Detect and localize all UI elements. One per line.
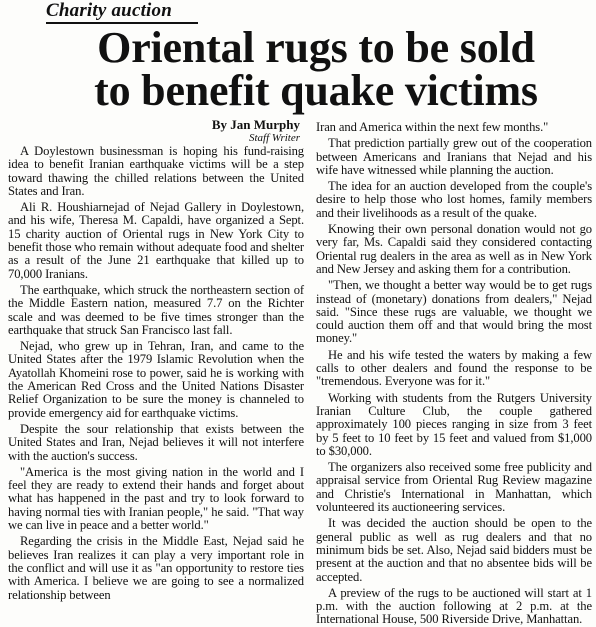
- paragraph: He and his wife tested the waters by making a few calls to other dealers and found the response to be "tremendous. Everyone was for it.": [316, 347, 592, 389]
- byline-name: By Jan Murphy: [211, 117, 300, 132]
- article-column-left: [8, 144, 304, 602]
- byline-role: Staff Writer: [248, 132, 300, 144]
- paragraph: Despite the sour relationship that exists between the United States and Iran, Nejad believes it will not interfere with the auction's success.: [8, 421, 304, 463]
- paragraph: A Doylestown businessman is hoping his fund-raising idea to benefit Iranian earthquake victims will be a step toward thawing the chilled relations between the United States and Iran.: [8, 144, 304, 198]
- paragraph-continued: Iran and America within the next few months.": [316, 120, 549, 134]
- paragraph: "America is the most giving nation in the world and I feel they are ready to extend their hands and forget about what has happened in the past and try to look forward to having normal ties with Iranian people," he said. "That way we can live in peace and a better world.": [8, 464, 304, 533]
- headline: [46, 23, 586, 115]
- paragraph: Knowing their own personal donation would not go very far, Ms. Capaldi said they considered contacting Oriental rug dealers in the area as well as in New York and New Jersey and asking them for a contribution.: [316, 222, 592, 276]
- paragraph: Ali R. Houshiarnejad of Nejad Gallery in Doylestown, and his wife, Theresa M. Capaldi, have organized a Sept. 15 charity auction of Oriental rugs in New York City to benefit those who remain without adequate food and shelter as a result of the June 21 earthquake that killed up to 70,000 Iranians.: [8, 200, 304, 281]
- paragraph: The earthquake, which struck the northeastern section of the Middle Eastern nation, measured 7.7 on the Richter scale and was deemed to be five times stronger than the earthquake that struck San Francisco last fall.: [8, 282, 304, 337]
- headline-line-1: Oriental rugs to be sold: [97, 23, 535, 72]
- paragraph: The organizers also received some free publicity and appraisal service from Oriental Rug Review magazine and Christie's International in Manhattan, which volunteered its auctioneering services.: [316, 460, 592, 515]
- paragraph: Regarding the crisis in the Middle East, Nejad said he believes Iran realizes it can play a very important role in the conflict and will use it as "an opportunity to restore ties with America. I believe we are going to see a normalized relationship between: [8, 534, 304, 602]
- byline: [168, 118, 300, 144]
- headline-line-2: to benefit quake victims: [94, 66, 538, 115]
- section-kicker: Charity auction: [46, 0, 172, 21]
- article-column-right: [316, 120, 592, 627]
- paragraph: The idea for an auction developed from the couple's desire to help those who lost homes, family members and their livelihoods as a result of the quake.: [316, 179, 592, 220]
- paragraph: "Then, we thought a better way would be to get rugs instead of (monetary) donations from dealers," Nejad said. "Since these rugs are valuable, we thought we could auction them off and that would bring the most money.": [316, 278, 592, 346]
- paragraph: Nejad, who grew up in Tehran, Iran, and came to the United States after the 1979 Islamic Revolution when the Ayatollah Khomeini rose to power, said he is working with the American Red Cross and the United Nations Disaster Relief Organization to be sure the money is channeled to provide emergency aid for earthquake victims.: [8, 339, 304, 420]
- paragraph: A preview of the rugs to be auctioned will start at 1 p.m. with the auction following at 2 p.m. at the International House, 500 Riverside Drive, Manhattan.: [316, 585, 592, 627]
- paragraph: Working with students from the Rutgers University Iranian Culture Club, the couple gathered approximately 100 pieces ranging in size from 3 feet by 5 feet to 10 feet by 15 feet and valued from $1,000 to $30,000.: [316, 390, 592, 458]
- paragraph: That prediction partially grew out of the cooperation between Americans and Iranians that Nejad and his wife have witnessed while planning the auction.: [316, 136, 592, 177]
- paragraph: It was decided the auction should be open to the general public as well as rug dealers and that no minimum bids be set. Also, Nejad said bidders must be present at the auction and that no absentee bids will be accepted.: [316, 516, 592, 584]
